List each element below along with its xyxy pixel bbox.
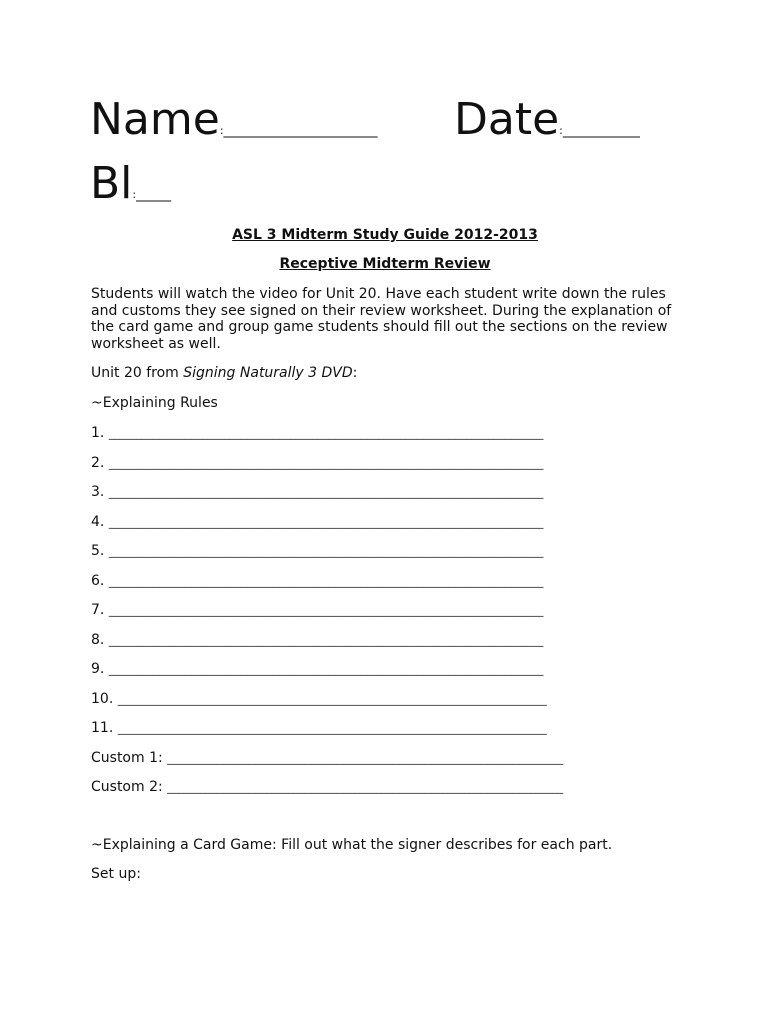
card-game-heading: ~Explaining a Card Game: Fill out what the signer describes for each part. bbox=[91, 837, 613, 853]
answer-row-label: 1. bbox=[91, 425, 109, 441]
answer-row bbox=[91, 573, 543, 590]
document-title: ASL 3 Midterm Study Guide 2012-2013 bbox=[232, 227, 538, 243]
name-label: Name bbox=[90, 94, 220, 145]
date-blank: ___________ bbox=[562, 122, 640, 138]
answer-row bbox=[91, 602, 543, 619]
answer-row-label: 7. bbox=[91, 602, 109, 618]
answer-row bbox=[91, 425, 543, 442]
block-colon: : bbox=[132, 188, 137, 201]
answer-blank[interactable]: _______________________________________________________________________________ bbox=[108, 604, 544, 617]
answer-row bbox=[91, 543, 543, 560]
document-subtitle: Receptive Midterm Review bbox=[279, 256, 491, 272]
answer-row-label: 10. bbox=[91, 690, 118, 707]
answer-blank[interactable]: _______________________________________________________________________________ bbox=[108, 574, 544, 588]
name-field bbox=[90, 94, 378, 145]
answer-blank[interactable]: ______________________________________________________________________________ bbox=[117, 692, 547, 706]
name-colon: : bbox=[219, 124, 224, 137]
dvd-title: Signing Naturally 3 DVD bbox=[183, 365, 353, 381]
answer-blank[interactable]: _______________________________________________________________________________ bbox=[108, 633, 544, 647]
setup-label: Set up: bbox=[91, 866, 141, 882]
block-field bbox=[90, 158, 172, 209]
answer-row-label: 8. bbox=[91, 631, 109, 648]
date-label: Date bbox=[454, 94, 560, 145]
answer-blank[interactable]: _______________________________________________________________________________ bbox=[108, 663, 544, 676]
answer-row-label: 4. bbox=[91, 513, 109, 530]
answer-row bbox=[91, 484, 543, 501]
name-blank: ______________________ bbox=[223, 122, 378, 138]
answer-row bbox=[91, 779, 563, 796]
answer-row bbox=[91, 661, 543, 678]
answer-row bbox=[91, 455, 543, 472]
answer-blank[interactable]: _______________________________________________________________________________ bbox=[108, 486, 544, 499]
unit-source-line bbox=[91, 365, 357, 382]
answer-row-label: 11. bbox=[91, 720, 118, 736]
answer-row bbox=[91, 691, 547, 708]
answer-blank[interactable]: _______________________________________________________________________________ bbox=[108, 515, 544, 529]
unit-prefix: Unit 20 from bbox=[91, 365, 184, 381]
answer-blank[interactable]: _______________________________________________________________________________ bbox=[108, 427, 544, 440]
answer-row-label: 3. bbox=[91, 484, 109, 500]
block-label: Bl bbox=[90, 158, 133, 209]
answer-row bbox=[91, 514, 543, 531]
answer-row-label: 5. bbox=[91, 543, 109, 559]
unit-suffix: : bbox=[352, 365, 358, 381]
block-blank: _____ bbox=[136, 186, 172, 202]
answer-row-label: Custom 1: bbox=[91, 749, 168, 766]
answer-row bbox=[91, 750, 563, 767]
answer-blank[interactable]: ______________________________________________________________________________ bbox=[117, 722, 547, 735]
answer-row-label: 9. bbox=[91, 661, 109, 677]
answer-row-label: 6. bbox=[91, 572, 109, 589]
explaining-rules-heading: ~Explaining Rules bbox=[91, 395, 218, 411]
answer-blank[interactable]: ________________________________________________________________________ bbox=[167, 781, 564, 794]
date-colon: : bbox=[559, 124, 563, 137]
answer-row-label: Custom 2: bbox=[91, 779, 168, 795]
date-field bbox=[454, 94, 640, 145]
intro-paragraph: Students will watch the video for Unit 20. Have each student write down the rules and customs they see signed on their review worksheet. During the explanation of the card game and group game students should fill out the sections on the review worksheet as well. bbox=[91, 286, 672, 352]
answer-blank[interactable]: _______________________________________________________________________________ bbox=[108, 456, 544, 470]
answer-row-label: 2. bbox=[91, 454, 109, 471]
answer-blank[interactable]: _______________________________________________________________________________ bbox=[108, 545, 544, 558]
answer-blank[interactable]: ________________________________________________________________________ bbox=[167, 751, 564, 765]
answer-row bbox=[91, 720, 547, 737]
answer-row bbox=[91, 632, 543, 649]
